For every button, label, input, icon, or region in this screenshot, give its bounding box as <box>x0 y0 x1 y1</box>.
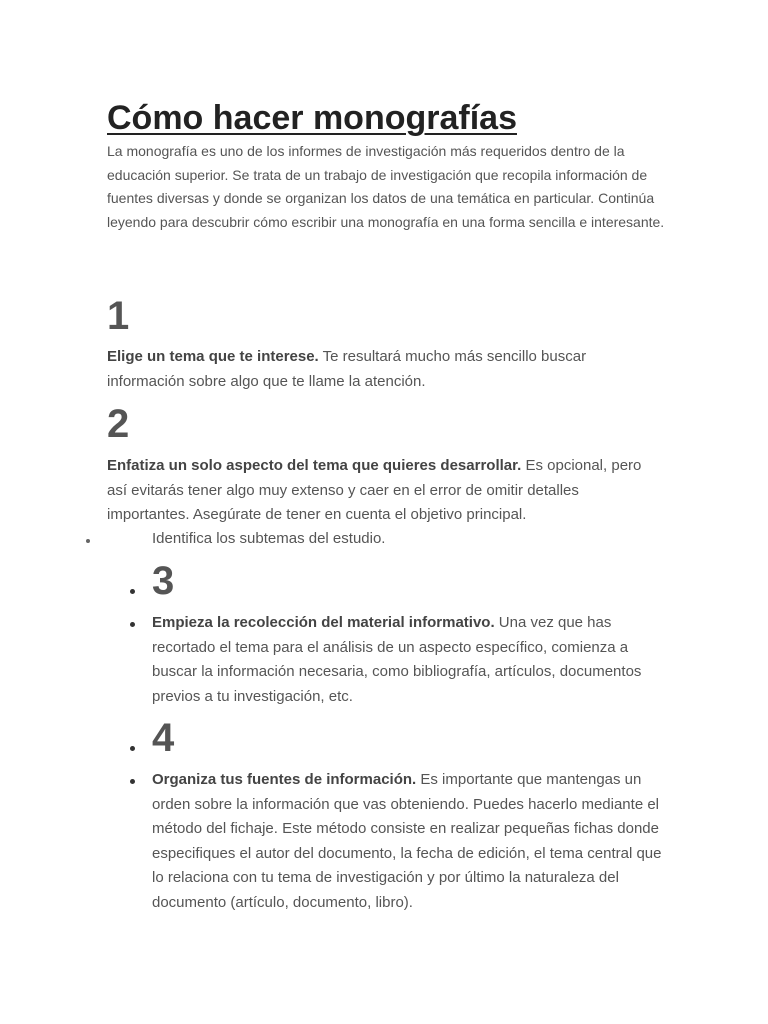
step-3-text: Una vez que has recortado el tema para el análisis de un aspecto específico, comienza a buscar la información necesaria, como bibliografía, artículos, documentos previos a tu investigación, etc. <box>152 614 642 705</box>
subtopic-bullet <box>86 539 90 543</box>
intro-paragraph: La monografía es uno de los informes de investigación más requeridos dentro de la educación superior. Se trata de un trabajo de investigación que recopila información de fuentes diversas y donde se organizan los datos de una temática en particular. Continúa leyendo para descubrir cómo escribir una monografía en una forma sencilla e interesante. <box>107 143 665 230</box>
step-2-heading: Enfatiza un solo aspecto del tema que quieres desarrollar. <box>107 457 522 474</box>
step-1-text: Te resultará mucho más sencillo buscar información sobre algo que te llame la atención. <box>107 348 587 390</box>
step-3-heading: Empieza la recolección del material informativo. <box>152 614 495 631</box>
step-3-bullet <box>130 622 135 627</box>
step-4-heading: Organiza tus fuentes de información. <box>152 771 417 788</box>
step-4-text: Es importante que mantengas un orden sobre la información que vas obteniendo. Puedes hacerlo mediante el método del fichaje. Este método consiste en realizar pequeñas fichas donde especifiques el autor del documento, la fecha de edición, el tema central que lo relaciona con tu tema de investigación y por último la naturaleza del documento (artículo, documento, libro). <box>152 771 662 911</box>
subtopic-item: Identifica los subtemas del estudio. <box>152 530 386 547</box>
step-3-paragraph <box>152 611 662 709</box>
page-title: Cómo hacer monografías <box>107 99 517 137</box>
step-3-number-bullet <box>130 589 135 594</box>
step-number-2: 2 <box>107 402 130 446</box>
step-4-paragraph <box>152 768 664 915</box>
step-1-paragraph <box>107 345 637 394</box>
step-2-text: Es opcional, pero así evitarás tener algo muy extenso y caer en el error de omitir detalles importantes. Asegúrate de tener en cuenta el objetivo principal. <box>107 457 642 523</box>
step-2-paragraph <box>107 454 662 528</box>
step-number-3: 3 <box>152 559 175 603</box>
step-number-1: 1 <box>107 294 130 338</box>
step-1-heading: Elige un tema que te interese. <box>107 348 319 365</box>
step-number-4: 4 <box>152 716 175 760</box>
step-4-bullet <box>130 779 135 784</box>
step-4-number-bullet <box>130 746 135 751</box>
